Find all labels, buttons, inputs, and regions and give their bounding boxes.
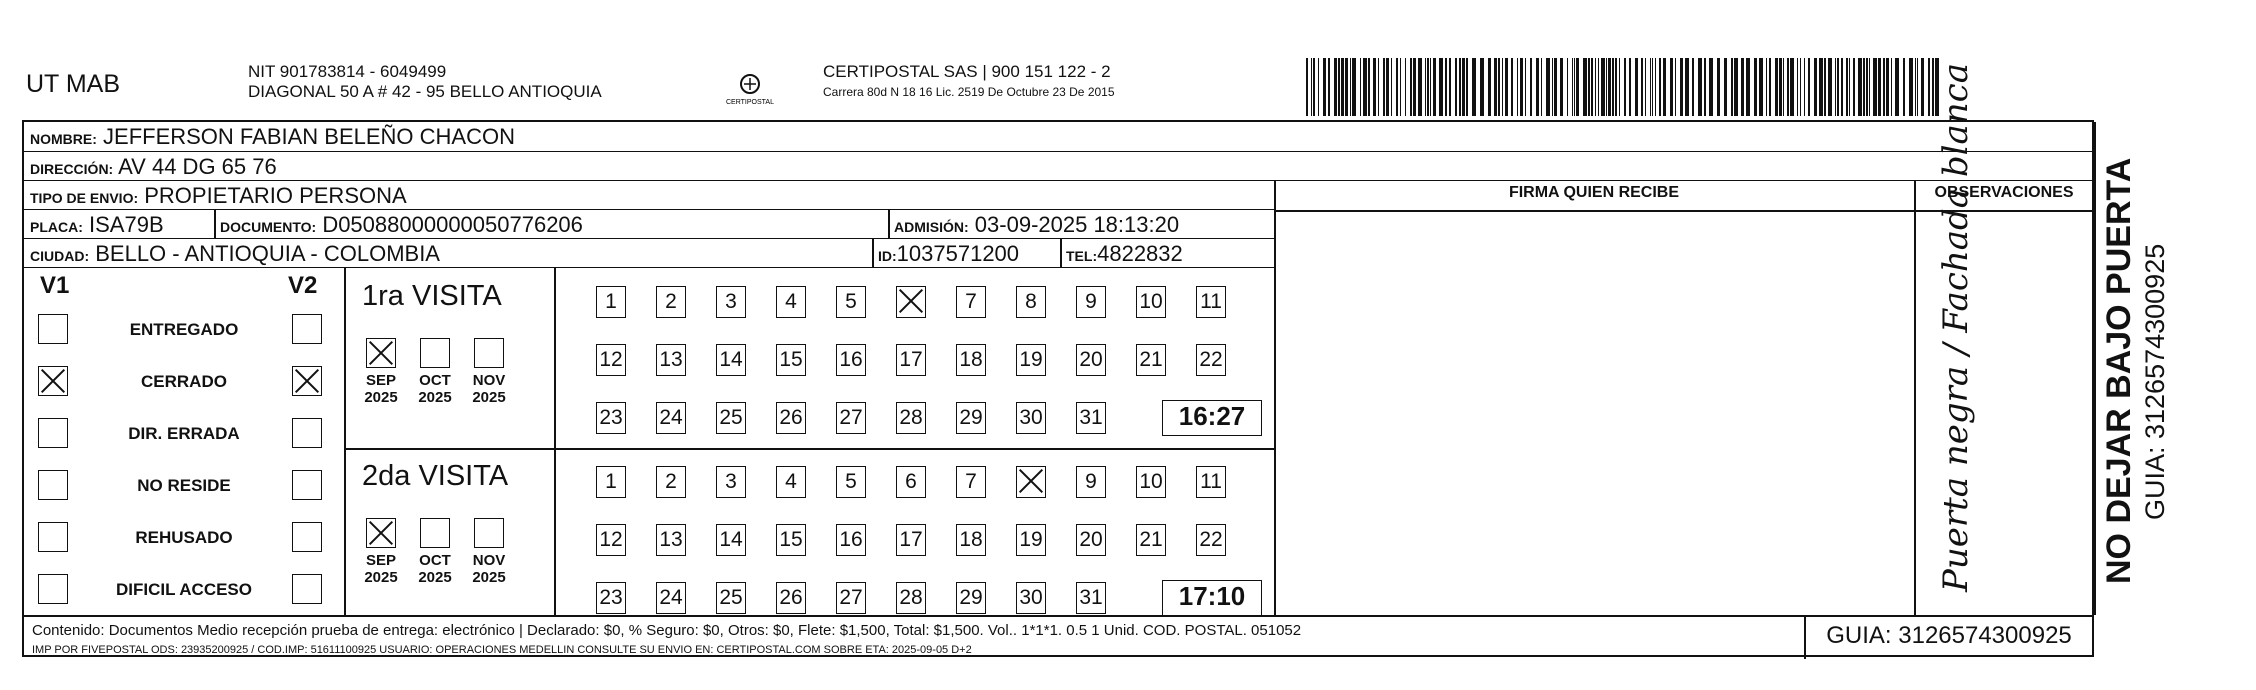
visita2-day-box[interactable]: 11 [1196, 466, 1226, 498]
visita2-day-box[interactable]: 29 [956, 582, 986, 614]
status-label: DIR. ERRADA [128, 424, 240, 443]
visita2-day-box[interactable]: 4 [776, 466, 806, 498]
visita1-day-box[interactable]: 26 [776, 402, 806, 434]
side-guia: GUIA: 3126574300925 [2140, 243, 2170, 520]
status-label: ENTREGADO [129, 320, 239, 339]
visita2-day-box[interactable]: 15 [776, 524, 806, 556]
visita1-day-box[interactable]: 10 [1136, 286, 1166, 318]
visita1-day-box[interactable]: 14 [716, 344, 746, 376]
visita2-day-box[interactable]: 24 [656, 582, 686, 614]
visita2-month-label: SEP 2025 [364, 552, 398, 586]
visita2-day-box[interactable] [1016, 466, 1046, 498]
visita1-day-box[interactable]: 1 [596, 286, 626, 318]
visita1-day-box[interactable]: 12 [596, 344, 626, 376]
visita1-time: 16:27 [1162, 400, 1262, 436]
status-label: DIFICIL ACCESO [115, 580, 252, 599]
admision-value: 03-09-2025 18:13:20 [974, 212, 1180, 237]
visita2-day-box[interactable]: 12 [596, 524, 626, 556]
v2-checkbox[interactable] [292, 314, 322, 344]
visita1-day-box[interactable]: 16 [836, 344, 866, 376]
documento-label: DOCUMENTO: [220, 219, 317, 235]
visita1-day-box[interactable]: 29 [956, 402, 986, 434]
visita1-day-box[interactable]: 11 [1196, 286, 1226, 318]
v2-checkbox[interactable] [292, 418, 322, 448]
visita1-month-checkbox[interactable] [474, 338, 504, 368]
v1-checkbox[interactable] [38, 314, 68, 344]
carrier-info [823, 62, 1115, 102]
visita2-month-label: NOV 2025 [472, 552, 506, 586]
nombre-row [24, 122, 2094, 152]
visita2-month-checkbox[interactable] [366, 518, 396, 548]
visita1-day-box[interactable]: 19 [1016, 344, 1046, 376]
visita1-day-box[interactable]: 2 [656, 286, 686, 318]
visita2-day-box[interactable]: 21 [1136, 524, 1166, 556]
documento-value: D05088000000050776206 [322, 212, 583, 237]
direccion-row [24, 152, 2094, 181]
visita1-day-box[interactable]: 7 [956, 286, 986, 318]
status-label: REHUSADO [135, 528, 233, 547]
placa-row [24, 210, 1274, 239]
firma-header: FIRMA QUIEN RECIBE [1508, 184, 1680, 201]
carrier-license: Carrera 80d N 18 16 Lic. 2519 De Octubre 23 De 2015 [823, 85, 1115, 99]
tel-label: TEL: [1066, 248, 1098, 264]
visita1-day-box[interactable]: 18 [956, 344, 986, 376]
id-value: 1037571200 [896, 241, 1020, 266]
admision-label: ADMISIÓN: [894, 219, 969, 235]
visita1-month-checkbox[interactable] [366, 338, 396, 368]
v2-label: V2 [288, 272, 318, 299]
logo-text: CERTIPOSTAL [726, 99, 774, 106]
visita1-day-box[interactable]: 28 [896, 402, 926, 434]
v2-checkbox[interactable] [292, 366, 322, 396]
ciudad-label: CIUDAD: [30, 248, 90, 264]
visita1-day-box[interactable]: 3 [716, 286, 746, 318]
visita2-day-box[interactable]: 27 [836, 582, 866, 614]
visita2-day-box[interactable]: 18 [956, 524, 986, 556]
visita1-month-label: SEP 2025 [364, 372, 398, 406]
visita2-month-label: OCT 2025 [418, 552, 452, 586]
v1-checkbox[interactable] [38, 418, 68, 448]
visita1-day-box[interactable]: 24 [656, 402, 686, 434]
status-label: NO RESIDE [137, 476, 231, 495]
sender-info [248, 62, 602, 102]
nombre-label: NOMBRE: [30, 131, 97, 147]
visita1-month-label: OCT 2025 [418, 372, 452, 406]
visita2-day-box[interactable]: 26 [776, 582, 806, 614]
tipo-value: PROPIETARIO PERSONA [144, 183, 407, 208]
visita2-month-checkbox[interactable] [474, 518, 504, 548]
visita1-day-box[interactable]: 4 [776, 286, 806, 318]
tipo-row [24, 181, 1274, 210]
tipo-label: TIPO DE ENVIO: [30, 190, 139, 206]
id-label: ID: [878, 248, 897, 264]
visita1-day-box[interactable] [896, 286, 926, 318]
visita2-time: 17:10 [1162, 580, 1262, 616]
visita2-day-box[interactable]: 6 [896, 466, 926, 498]
visita2-day-box[interactable]: 30 [1016, 582, 1046, 614]
visita1-day-box[interactable]: 22 [1196, 344, 1226, 376]
visita1-title: 1ra VISITA [362, 280, 502, 312]
visita1-day-box[interactable]: 17 [896, 344, 926, 376]
v1-label: V1 [40, 272, 70, 299]
footer-print-info: IMP POR FIVEPOSTAL ODS: 23935200925 / COD.IMP: 51611100925 USUARIO: OPERACIONES MEDELLIN CONSULTE SU ENVIO EN: CERTIPOSTAL.COM SOBRE ETA: 2025-09-05 D+2 [32, 644, 972, 656]
ciudad-row [24, 239, 1274, 268]
footer-guia: GUIA: 3126574300925 [1826, 622, 2072, 649]
visita1-day-box[interactable]: 13 [656, 344, 686, 376]
visita1-month-checkbox[interactable] [420, 338, 450, 368]
v2-checkbox[interactable] [292, 574, 322, 604]
visita2-day-box[interactable]: 2 [656, 466, 686, 498]
placa-label: PLACA: [30, 219, 83, 235]
placa-value: ISA79B [89, 212, 164, 237]
visita2-day-box[interactable]: 3 [716, 466, 746, 498]
certipostal-logo [714, 70, 786, 110]
visita1-month-label: NOV 2025 [472, 372, 506, 406]
visita1-day-box[interactable]: 21 [1136, 344, 1166, 376]
visita2-day-box[interactable]: 25 [716, 582, 746, 614]
visita2-day-box[interactable]: 16 [836, 524, 866, 556]
address-line: DIAGONAL 50 A # 42 - 95 BELLO ANTIOQUIA [248, 82, 602, 101]
visita2-day-box[interactable]: 23 [596, 582, 626, 614]
visita1-day-box[interactable]: 5 [836, 286, 866, 318]
visita1-day-box[interactable]: 8 [1016, 286, 1046, 318]
visita2-day-box[interactable]: 28 [896, 582, 926, 614]
v1-checkbox[interactable] [38, 366, 68, 396]
visita1-day-box[interactable]: 9 [1076, 286, 1106, 318]
visita1-day-box[interactable]: 15 [776, 344, 806, 376]
nombre-value: JEFFERSON FABIAN BELEÑO CHACON [103, 124, 515, 149]
visita1-day-box[interactable]: 25 [716, 402, 746, 434]
visita2-day-box[interactable]: 13 [656, 524, 686, 556]
ciudad-value: BELLO - ANTIOQUIA - COLOMBIA [95, 241, 440, 266]
barcode [1306, 58, 1940, 116]
v1-checkbox[interactable] [38, 470, 68, 500]
v1-checkbox[interactable] [38, 574, 68, 604]
visita2-day-box[interactable]: 1 [596, 466, 626, 498]
tel-value: 4822832 [1097, 241, 1183, 266]
nit-line: NIT 901783814 - 6049499 [248, 62, 447, 81]
footer-content: Contenido: Documentos Medio recepción prueba de entrega: electrónico | Declarado: $0, % Seguro: $0, Otros: $0, Flete: $1,500, Total: $1,500. Vol.. 1*1*1. 0.5 1 Unid. COD. POSTAL. 051052 [32, 622, 1302, 639]
visita2-day-box[interactable]: 5 [836, 466, 866, 498]
visita1-day-box[interactable]: 27 [836, 402, 866, 434]
side-no-dejar: NO DEJAR BAJO PUERTA [2100, 157, 2138, 584]
visita2-day-box[interactable]: 9 [1076, 466, 1106, 498]
visita1-day-box[interactable]: 23 [596, 402, 626, 434]
visita2-day-box[interactable]: 20 [1076, 524, 1106, 556]
visita2-day-box[interactable]: 10 [1136, 466, 1166, 498]
visita1-day-box[interactable]: 20 [1076, 344, 1106, 376]
visita1-day-box[interactable]: 30 [1016, 402, 1046, 434]
v2-checkbox[interactable] [292, 522, 322, 552]
status-label: CERRADO [141, 372, 227, 391]
visita2-day-box[interactable]: 22 [1196, 524, 1226, 556]
v1-checkbox[interactable] [38, 522, 68, 552]
visita2-title: 2da VISITA [362, 460, 509, 492]
visita2-day-box[interactable]: 17 [896, 524, 926, 556]
visita2-day-box[interactable]: 19 [1016, 524, 1046, 556]
visita2-month-checkbox[interactable] [420, 518, 450, 548]
observaciones-header: OBSERVACIONES [1934, 184, 2074, 201]
direccion-value: AV 44 DG 65 76 [118, 154, 277, 179]
direccion-label: DIRECCIÓN: [30, 161, 114, 177]
visita2-day-box[interactable]: 31 [1076, 582, 1106, 614]
v2-checkbox[interactable] [292, 470, 322, 500]
visita1-day-box[interactable]: 31 [1076, 402, 1106, 434]
company-name: UT MAB [26, 70, 120, 98]
observaciones-handwriting: Puerta negra / Fachada blanca [1936, 63, 1976, 592]
visita2-day-box[interactable]: 14 [716, 524, 746, 556]
visita2-day-box[interactable]: 7 [956, 466, 986, 498]
carrier-line: CERTIPOSTAL SAS | 900 151 122 - 2 [823, 62, 1111, 81]
